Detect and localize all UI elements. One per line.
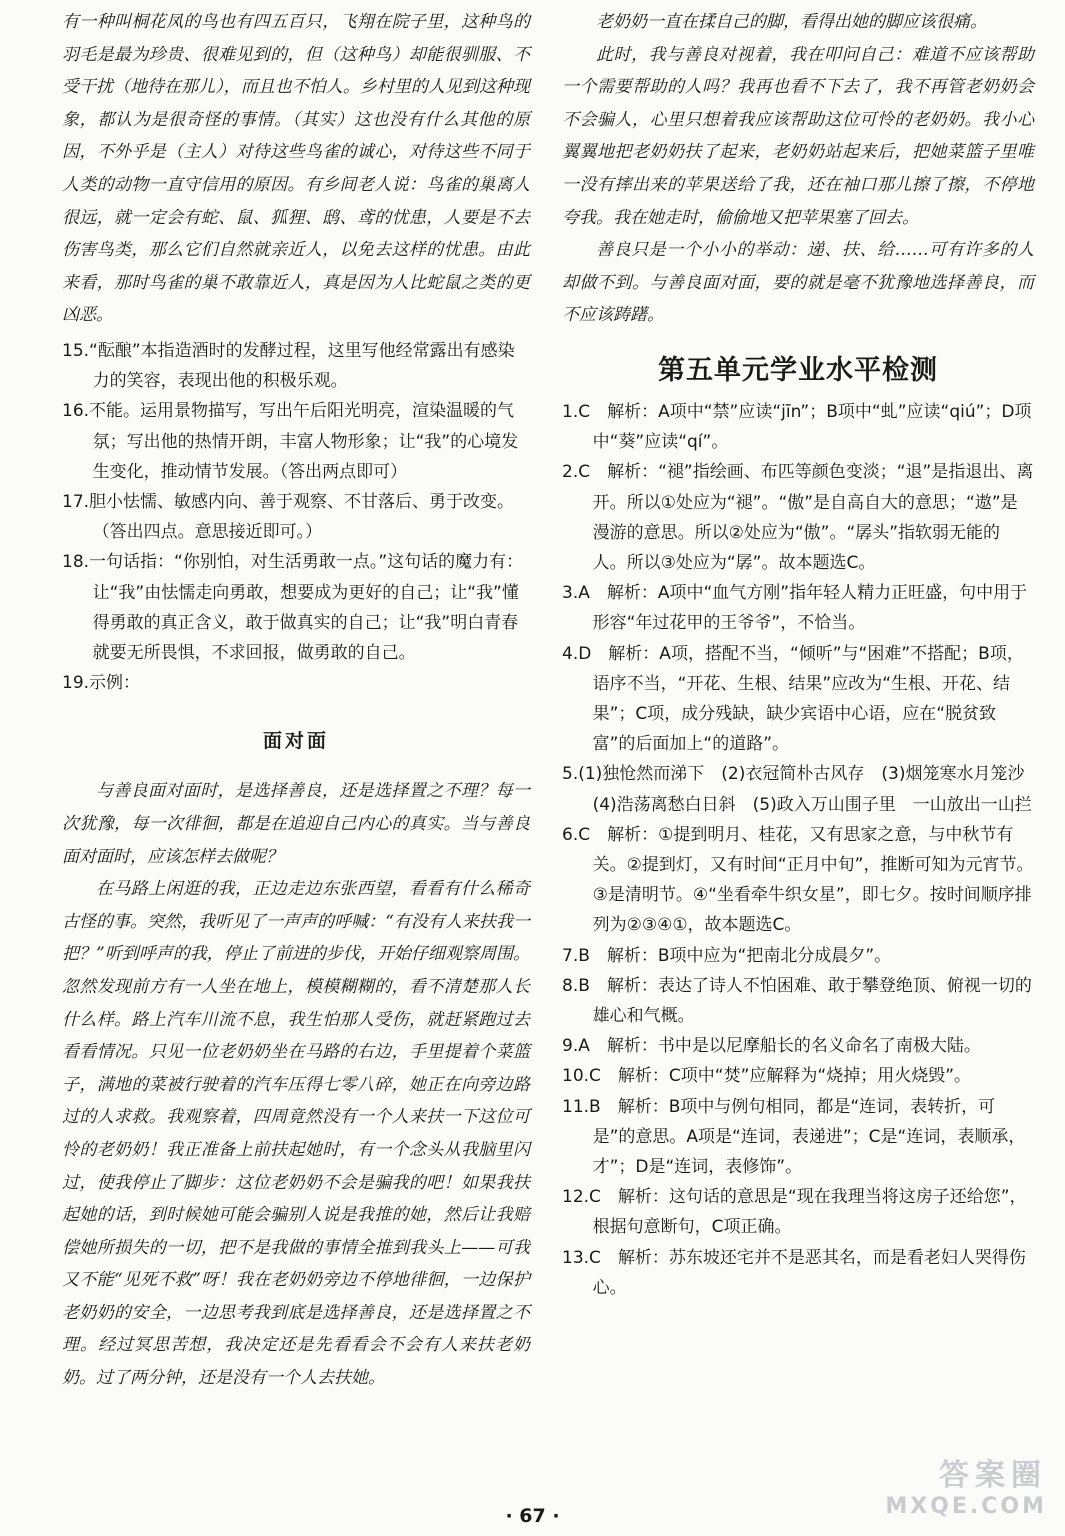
page-number: · 67 · xyxy=(505,1505,560,1527)
answer-2: 2.C 解析：“褪”指绘画、布匹等颜色变淡；“退”是指退出、离开。所以①处应为“褪”。“傲”是自高自大的意思；“遨”是漫游的意思。所以②处应为“傲”。“孱头”指软弱无能的人。所以③处应为“孱”。故本题选C。 xyxy=(562,462,1034,573)
answer-19: 19.示例： xyxy=(62,673,141,694)
right-column xyxy=(562,6,1042,1303)
answer-17: 17.胆小怯懦、敏感内向、善于观察、不甘落后、勇于改变。（答出四点。意思接近即可。） xyxy=(62,491,515,543)
answer-10: 10.C 解析：C项中“焚”应解释为“烧掉；用火烧毁”。 xyxy=(562,1066,972,1087)
answer-18: 18.一句话指：“你别怕，对生活勇敢一点。”这句话的魔力有：让“我”由怯懦走向勇敢，想要成为更好的自己；让“我”懂得勇敢的真正含义，敢于做真实的自己；让“我”明白青春就要无所畏惧，不求回报，做勇敢的自己。 xyxy=(62,552,524,663)
answer-9: 9.A 解析：书中是以尼摩船长的名义命名了南极大陆。 xyxy=(562,1036,981,1057)
answer-4: 4.D 解析：A项，搭配不当，“倾听”与“困难”不搭配；B项，语序不当，“开花、生根、结果”应改为“生根、开花、结果”；C项，成分残缺，缺少宾语中心语，应在“脱贫致富”的后面加上“的道路”。 xyxy=(562,643,1024,755)
watermark-top: 答案圈 xyxy=(939,1458,1047,1493)
essay-paragraph: 与善良面对面时，是选择善良，还是选择置之不理？每一次犹豫，每一次徘徊，都是在追迎自己内心的真实。当与善良面对面时，应该怎样去做呢？ xyxy=(62,781,530,867)
essay-paragraph: 老奶奶一直在揉自己的脚，看得出她的脚应该很痛。 xyxy=(596,12,987,32)
answer-1: 1.C 解析：A项中“禁”应读“jīn”；B项中“虬”应读“qiú”；D项中“葵”应读“qí”。 xyxy=(562,401,1032,453)
answer-12: 12.C 解析：这句话的意思是“现在我理当将这房子还给您”，根据句意断句，C项正确。 xyxy=(562,1187,1027,1238)
translation-paragraph: 有一种叫桐花凤的鸟也有四五百只，飞翔在院子里，这种鸟的羽毛是最为珍贵、很难见到的，但（这种鸟）却能很驯服、不受干扰（地待在那儿），而且也不怕人。乡村里的人见到这种现象，都认为是很奇怪的事情。（其实）这也没有什么其他的原因，不外乎是（主人）对待这些鸟雀的诚心，对待这些不同于人类的动物一直守信用的原因。有乡间老人说：鸟雀的巢离人很远，就一定会有蛇、鼠、狐狸、鸱、鸢的忧患，人要是不去伤害鸟类，那么它们自然就亲近人，以免去这样的忧患。由此来看，那时鸟雀的巢不敢靠近人，真是因为人比蛇鼠之类的更凶恶。 xyxy=(62,12,530,326)
answer-16: 16.不能。运用景物描写，写出午后阳光明亮，渲染温暖的气氛；写出他的热情开朗，丰富人物形象；让“我”的心境发生变化，推动情节发展。（答出两点即可） xyxy=(62,401,519,482)
essay-paragraph: 在马路上闲逛的我，正边走边东张西望，看看有什么稀奇古怪的事。突然，我听见了一声声的呼喊：“有没有人来扶我一把？”听到呼声的我，停止了前进的步伐，开始仔细观察周围。忽然发现前方有一人坐在地上，模模糊糊的，看不清楚那人长什么样。路上汽车川流不息，我生怕那人受伤，就赶紧跑过去看看情况。只见一位老奶奶坐在马路的右边，手里提着个菜篮子，满地的菜被行驶着的汽车压得七零八碎，她正在向旁边路过的人求救。我观察着，四周竟然没有一个人来扶一下这位可怜的老奶奶！我正准备上前扶起她时，有一个念头从我脑里闪过，使我停止了脚步：这位老奶奶不会是骗我的吧！如果我扶起她的话，到时候她可能会骗别人说是我推的她，然后让我赔偿她所损失的一切，把不是我做的事情全推到我头上——可我又不能“见死不救”呀！我在老奶奶旁边不停地徘徊，一边保护老奶奶的安全，一边思考我到底是选择善良，还是选择置之不理。经过冥思苦想，我决定还是先看看会不会有人来扶老奶奶。过了两分钟，还是没有一个人去扶她。 xyxy=(62,879,530,1389)
watermark-logo xyxy=(877,1450,1047,1530)
unit-title: 第五单元学业水平检测 xyxy=(658,354,938,386)
answer-7: 7.B 解析：B项中应为“把南北分成晨夕”。 xyxy=(562,945,892,966)
answer-6: 6.C 解析：①提到明月、桂花，又有思家之意，与中秋节有关。②提到灯，又有时间“正月中旬”，推断可知为元宵节。③是清明节。④“坐看牵牛织女星”，即七夕。按时间顺序排列为②③④①，故本题选C。 xyxy=(562,824,1034,936)
answer-3: 3.A 解析：A项中“血气方刚”指年轻人精力正旺盛，句中用于形容“年过花甲的王爷爷”，不恰当。 xyxy=(562,583,1028,634)
essay-title: 面对面 xyxy=(262,730,329,753)
answer-11: 11.B 解析：B项中与例句相同，都是“连词，表转折，可是”的意思。A项是“连词，表递进”；C是“连词，表顺承，才”；D是“连词，表修饰”。 xyxy=(562,1096,1026,1178)
essay-paragraph: 此时，我与善良对视着，我在叩问自己：难道不应该帮助一个需要帮助的人吗？我再也看不下去了，我不再管老奶奶会不会骗人，心里只想着我应该帮助这位可怜的老奶奶。我小心翼翼地把老奶奶扶了起来，老奶奶站起来后，把她菜篮子里唯一没有摔出来的苹果送给了我，还在袖口那儿擦了擦，不停地夸我。我在她走时，偷偷地又把苹果塞了回去。 xyxy=(562,44,1034,228)
answer-5: 5.(1)独怆然而涕下 (2)衣冠简朴古风存 (3)烟笼寒水月笼沙 (4)浩荡离愁白日斜 (5)政入万山围子里 一山放出一山拦 xyxy=(562,764,1042,815)
answer-13: 13.C 解析：苏东坡还宅并不是恶其名，而是看老妇人哭得伤心。 xyxy=(562,1247,1026,1298)
essay-paragraph: 善良只是一个小小的举动：递、扶、给……可有许多的人却做不到。与善良面对面，要的就是毫不犹豫地选择善良，而不应该踌躇。 xyxy=(562,240,1034,326)
answer-15: 15.“酝酿”本指造酒时的发酵过程，这里写他经常露出有感染力的笑容，表现出他的积极乐观。 xyxy=(62,340,515,392)
watermark-bottom: MXQE.COM xyxy=(885,1494,1047,1519)
left-column xyxy=(62,6,530,1395)
answer-8: 8.B 解析：表达了诗人不怕困难、敢于攀登绝顶、俯视一切的雄心和气概。 xyxy=(562,975,1032,1026)
